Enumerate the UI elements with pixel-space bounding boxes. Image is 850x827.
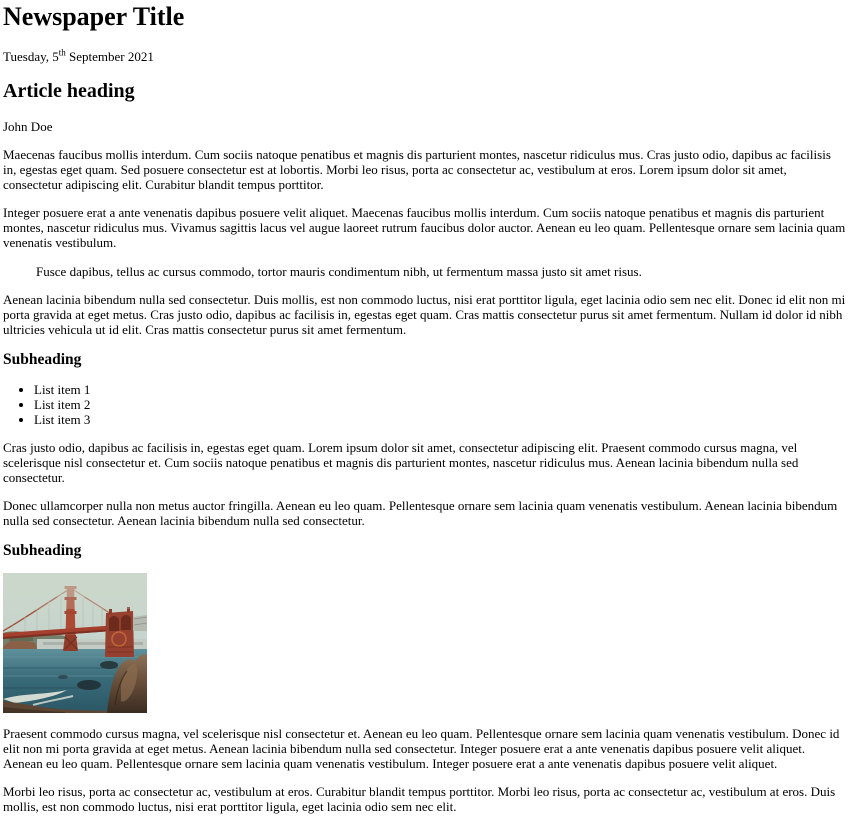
- subheading-1: Subheading: [3, 350, 82, 368]
- subheading-2: Subheading: [3, 542, 82, 560]
- bullet-list: [3, 382, 847, 427]
- article-paragraph-3: Aenean lacinia bibendum nulla sed consectetur. Duis mollis, est non commodo luctus, nisi erat porttitor ligula, eget lacinia odio sem nec elit. Donec id elit non mi porta gravida at eget metus. Cras justo odio, dapibus ac facilisis in, egestas eget quam. Cras mattis consectetur purus sit amet fermentum. Nullam id dolor id nibh ultricies vehicula ut id elit. Cras mattis consectetur purus sit amet fermentum.: [3, 291, 846, 337]
- list-item-3: • List item 3: [34, 412, 847, 427]
- list-item-1: • List item 1: [34, 382, 847, 397]
- newspaper-page: [3, 2, 847, 814]
- date-prefix: Tuesday, 5: [3, 48, 59, 64]
- pull-quote: Fusce dapibus, tellus ac cursus commodo, tortor mauris condimentum nibh, ut fermentum massa justo sit amet risus.: [36, 263, 642, 279]
- date-line: [3, 49, 847, 64]
- article-figure: [3, 573, 847, 713]
- article-paragraph-2: Integer posuere erat a ante venenatis dapibus posuere velit aliquet. Maecenas faucibus mollis interdum. Cum sociis natoque penatibus et magnis dis parturient montes, nascetur ridiculus mus. Vivamus sagittis lacus vel augue laoreet rutrum faucibus dolor auctor. Aenean eu leo quam. Pellentesque ornare sem lacinia quam venenatis vestibulum.: [3, 205, 846, 251]
- article-paragraph-4: Cras justo odio, dapibus ac facilisis in, egestas eget quam. Lorem ipsum dolor sit amet, consectetur adipiscing elit. Praesent commodo cursus magna, vel scelerisque nisl consectetur et. Cum sociis natoque penatibus et magnis dis parturient montes, nascetur ridiculus mus. Aenean lacinia bibendum nulla sed consectetur.: [3, 439, 799, 486]
- byline: John Doe: [3, 118, 53, 134]
- golden-gate-bridge-photo: [3, 573, 147, 713]
- article-heading: Article heading: [3, 79, 135, 102]
- date-ordinal-suffix: th: [58, 47, 66, 58]
- list-item-2: • List item 2: [34, 397, 847, 412]
- article-paragraph-6: Praesent commodo cursus magna, vel scelerisque nisl consectetur et. Aenean eu leo quam. Pellentesque ornare sem lacinia quam venenatis vestibulum. Donec id elit non mi porta gravida at eget metus. Aenean lacinia bibendum nulla sed consectetur. Integer posuere erat a ante venenatis dapibus posuere velit aliquet. Aenean eu leo quam. Pellentesque ornare sem lacinia quam venenatis vestibulum. Integer posuere erat a ante venenatis dapibus posuere velit aliquet.: [3, 726, 840, 772]
- article-paragraph-1: Maecenas faucibus mollis interdum. Cum sociis natoque penatibus et magnis dis parturient montes, nascetur ridiculus mus. Cras justo odio, dapibus ac facilisis in, egestas eget quam. Sed posuere consectetur est at lobortis. Morbi leo risus, porta ac consectetur ac, vestibulum at eros. Lorem ipsum dolor sit amet, consectetur adipiscing elit. Curabitur blandit tempus porttitor.: [3, 147, 831, 193]
- article-paragraph-7: Morbi leo risus, porta ac consectetur ac, vestibulum at eros. Curabitur blandit tempus porttitor. Morbi leo risus, porta ac consectetur ac, vestibulum at eros. Duis mollis, est non commodo luctus, nisi erat porttitor ligula, eget lacinia odio sem nec elit.: [3, 784, 836, 815]
- article-paragraph-5: Donec ullamcorper nulla non metus auctor fringilla. Aenean eu leo quam. Pellentesque ornare sem lacinia quam venenatis vestibulum. Aenean lacinia bibendum nulla sed consectetur. Aenean lacinia bibendum nulla sed consectetur.: [3, 498, 838, 529]
- date-rest: September 2021: [69, 48, 154, 64]
- page-title: Newspaper Title: [3, 2, 185, 31]
